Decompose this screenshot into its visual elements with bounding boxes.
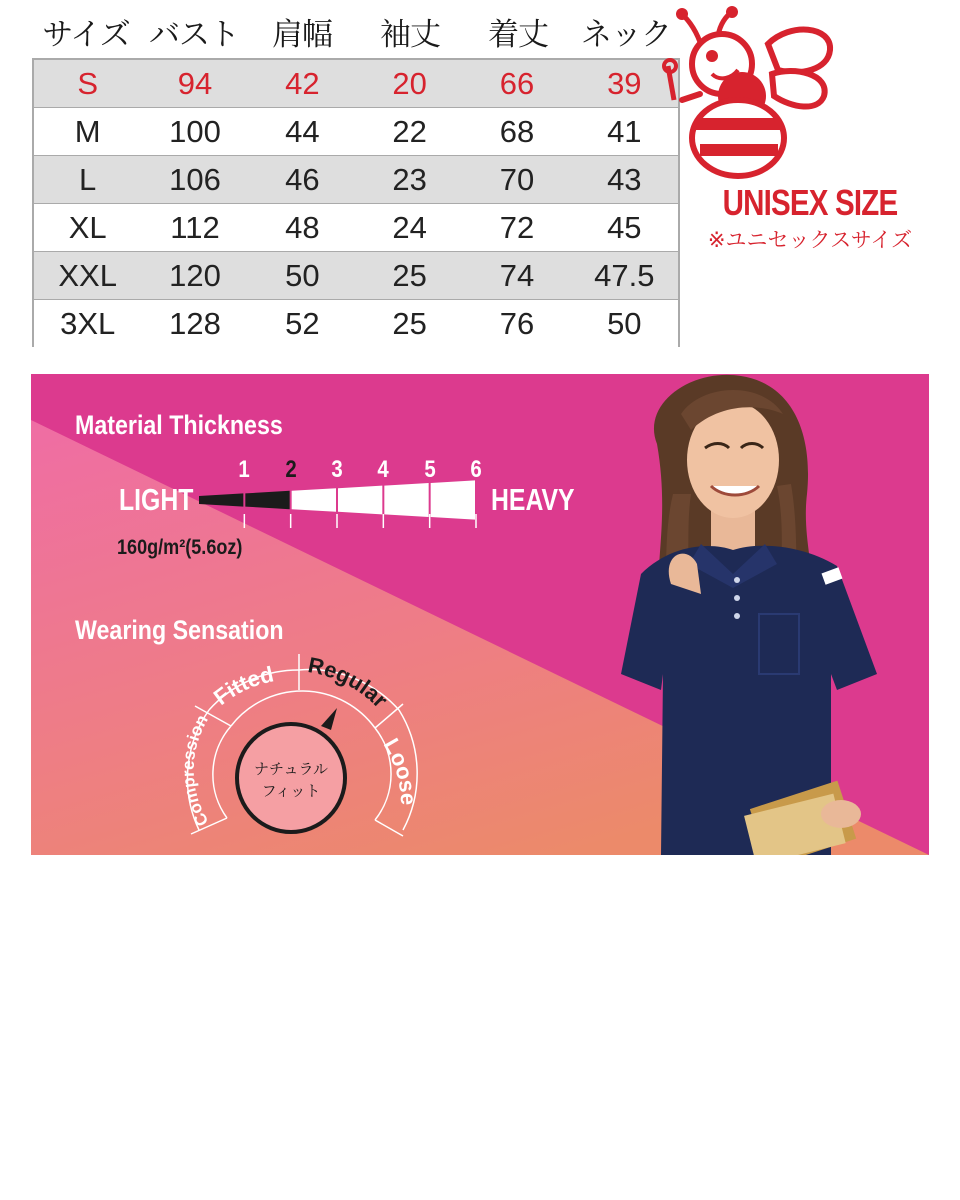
table-cell: 76	[499, 306, 535, 341]
table-cell: XL	[68, 210, 107, 245]
bee-mascot-icon	[660, 4, 850, 184]
table-cell: M	[74, 114, 101, 149]
table-cell: 24	[392, 210, 427, 245]
table-cell: 66	[499, 66, 535, 101]
header-size: サイズ	[42, 17, 130, 53]
dial-center-label	[245, 758, 337, 802]
table-cell: 48	[285, 210, 320, 245]
table-row	[34, 60, 678, 107]
table-cell: 45	[607, 210, 642, 245]
sensation-fitted-label: Fitted	[208, 661, 276, 710]
thickness-tick-label: 6	[470, 456, 482, 483]
table-cell: XXL	[58, 258, 117, 293]
table-cell: 94	[177, 66, 213, 101]
table-row	[34, 156, 678, 203]
table-row	[34, 252, 678, 299]
thickness-tick-label: 4	[377, 456, 389, 483]
table-cell: 20	[392, 66, 427, 101]
unisex-size-note: ※ユニセックスサイズ	[707, 228, 913, 252]
table-cell: 50	[607, 306, 642, 341]
table-cell: 43	[607, 162, 642, 197]
size-table-header	[32, 12, 680, 58]
table-cell: 22	[392, 114, 427, 149]
header-length: 着丈	[488, 17, 548, 53]
table-cell: 112	[170, 210, 220, 245]
thickness-tick-label: 5	[423, 456, 436, 483]
table-cell: 46	[285, 162, 320, 197]
table-cell: 25	[392, 258, 427, 293]
table-cell: S	[77, 66, 98, 101]
table-cell: 23	[392, 162, 427, 197]
header-shoulder: 肩幅	[272, 17, 332, 53]
fabric-info-banner	[31, 374, 929, 855]
table-cell: 50	[285, 258, 320, 293]
thickness-heavy-label: HEAVY	[491, 482, 575, 517]
table-cell: 3XL	[60, 306, 116, 341]
table-cell: 74	[499, 258, 535, 293]
triangle-pointer-icon	[321, 708, 337, 730]
table-row	[34, 108, 678, 155]
table-cell: 106	[169, 162, 221, 197]
size-table	[32, 58, 680, 347]
dial-center-line1: ナチュラル	[253, 760, 329, 778]
model-photo	[601, 374, 929, 855]
table-cell: 47.5	[594, 258, 655, 293]
table-cell: 72	[499, 210, 535, 245]
table-cell: 120	[169, 258, 221, 293]
table-cell: 41	[607, 114, 642, 149]
table-cell: 25	[392, 306, 427, 341]
unisex-size-label: UNISEX SIZE	[722, 182, 898, 223]
thickness-tick-label: 2	[284, 456, 297, 483]
wearing-sensation-title: Wearing Sensation	[75, 615, 284, 645]
material-thickness-title: Material Thickness	[75, 410, 283, 440]
table-cell: 68	[499, 114, 535, 149]
header-neck: ネック	[581, 17, 671, 53]
fabric-weight: 160g/m²(5.6oz)	[117, 536, 243, 559]
sensation-compression-label: Compression	[178, 711, 213, 830]
thickness-light-label: LIGHT	[119, 482, 194, 517]
table-cell: 100	[169, 114, 221, 149]
table-cell: 52	[285, 306, 320, 341]
table-row	[34, 204, 678, 251]
thickness-tick-label: 3	[331, 456, 343, 483]
table-cell: 42	[285, 66, 320, 101]
sensation-regular-label: Regular	[306, 652, 393, 713]
dial-center-line2: フィット	[261, 782, 321, 800]
table-cell: 70	[499, 162, 535, 197]
table-cell: 44	[285, 114, 320, 149]
table-row	[34, 300, 678, 347]
sensation-loose-label: Loose	[378, 733, 422, 806]
thickness-tick-label: 1	[238, 456, 250, 483]
header-sleeve: 袖丈	[380, 17, 440, 53]
table-cell: L	[79, 162, 97, 197]
table-cell: 128	[169, 306, 221, 341]
header-bust: バスト	[149, 17, 239, 53]
table-cell: 39	[607, 66, 642, 101]
